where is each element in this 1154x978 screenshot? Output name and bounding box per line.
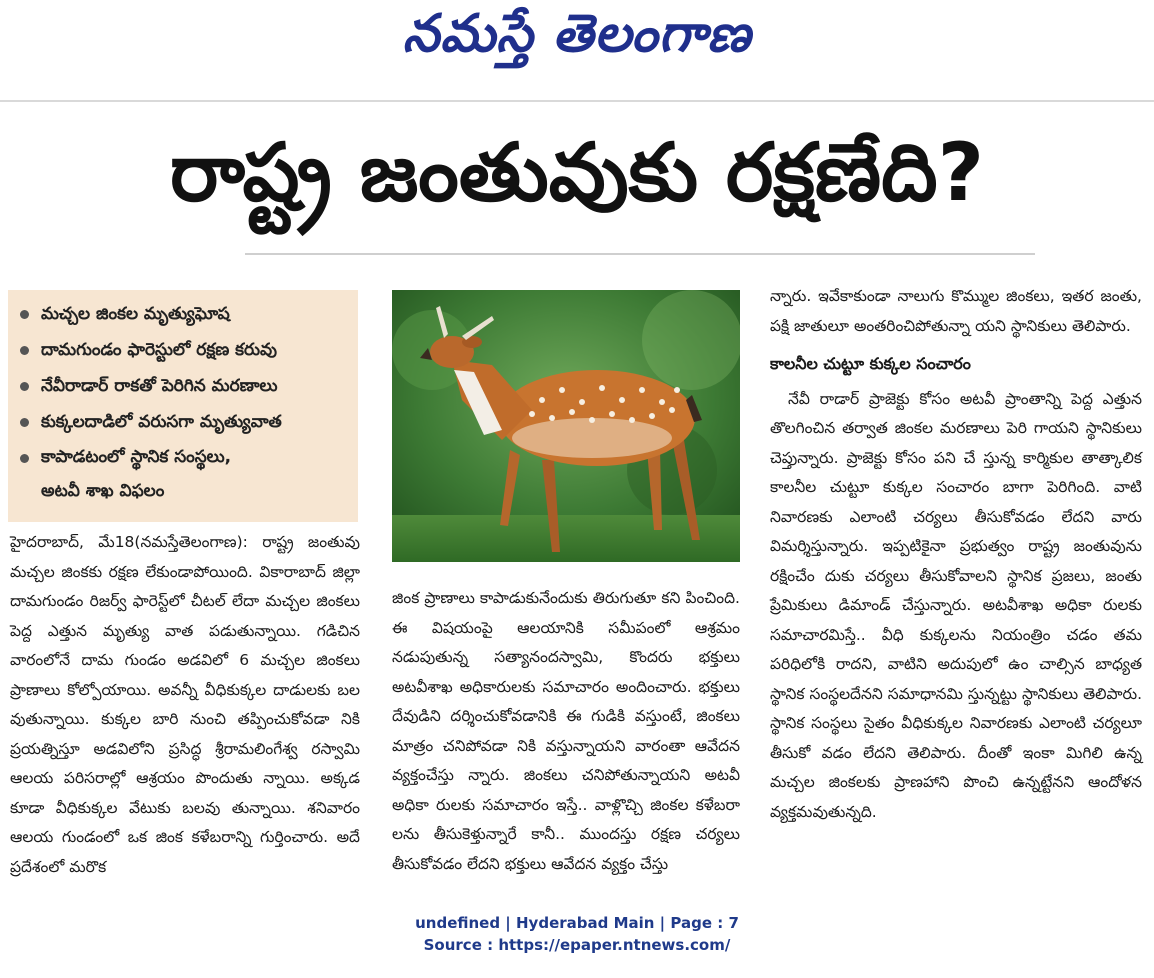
highlight-item: మచ్చల జింకల మృత్యుఘోష	[18, 296, 350, 332]
highlight-item: దామగుండం ఫారెస్టులో రక్షణ కరువు	[18, 332, 350, 368]
article-column-1	[10, 528, 360, 882]
article-paragraph: జింక ప్రాణాలు కాపాడుకునేందుకు తిరుగుతూ కని పించింది. ఈ విషయంపై ఆలయానికి సమీపంలో ఆశ్రమం నడుపుతున్న సత్యానందస్వామి, కొందరు భక్తులు అటవీశాఖ అధికారులకు సమాచారం అందించారు. భక్తులు దేవుడిని దర్శించుకోవడానికి ఈ గుడికి వస్తుంటే, జింకలు మాత్రం చనిపోవడా నికి వస్తున్నాయని వారంతా ఆవేదన వ్యక్తంచేస్తు న్నారు. జింకలు చనిపోతున్నాయని అటవీ అధికా రులకు సమాచారం ఇస్తే.. వాళ్లొచ్చి జింకల కళేబరా లను తీసుకెళ్తున్నారే కానీ.. ముందస్తు రక్షణ చర్యలు తీసుకోవడం లేదని భక్తులు ఆవేదన వ్యక్తం చేస్తు	[392, 589, 740, 873]
bullet-icon	[20, 346, 29, 355]
bullet-icon	[20, 454, 29, 463]
highlight-item: కాపాడటంలో స్థానిక సంస్థలు, అటవీ శాఖ విఫలం	[18, 440, 350, 508]
bullet-icon	[20, 382, 29, 391]
source-link[interactable]: Source : https://epaper.ntnews.com/	[423, 936, 731, 954]
article-paragraph: నేవీ రాడార్ ప్రాజెక్టు కోసం అటవీ ప్రాంతాన్ని పెద్ద ఎత్తున తొలగించిన తర్వాత జింకల మరణాలు పెరి గాయని స్థానికులు చెప్తున్నారు. ప్రాజెక్టు కోసం పని చే స్తున్న కార్మికుల తాత్కాలిక కాలనీల చుట్టూ కుక్కల సంచారం బాగా పెరిగింది. వాటి నివారణకు ఎలాంటి చర్యలు తీసుకోవడం లేదని వారు విమర్శిస్తున్నారు. ఇప్పటికైనా ప్రభుత్వం రాష్ట్ర జంతువును రక్షించేం దుకు చర్యలు తీసుకోవాలని స్థానిక ప్రజలు, జంతు ప్రేమికులు డిమాండ్ చేస్తున్నారు. అటవీశాఖ అధికా రులకు సమాచారమిస్తే.. వీధి కుక్కలను నియంత్రిం చడం తమ పరిధిలోకి రాదని, వాటిని అదుపులో ఉం చాల్సిన బాధ్యత స్థానిక సంస్థలదేనని సమాధానమి స్తున్నట్టు స్థానికులు తెలిపారు. స్థానిక సంస్థలు సైతం వీధికుక్కల నివారణకు ఎలాంటి చర్యలూ తీసుకో వడం లేదని తెలిపారు. దీంతో ఇంకా మిగిలి ఉన్న మచ్చల జింకలకు ప్రాణహాని పొంచి ఉన్నట్టేనని ఆందోళన వ్యక్తమవుతున్నది.	[770, 389, 1142, 821]
divider	[0, 100, 1154, 102]
deer-photo	[392, 290, 740, 562]
bullet-icon	[20, 310, 29, 319]
article-paragraph: న్నారు. ఇవేకాకుండా నాలుగు కొమ్ముల జింకలు, ఇతర జంతు, పక్షి జాతులూ అంతరించిపోతున్నా యని స్థానికులు తెలిపారు.	[770, 287, 1142, 335]
highlights-box	[8, 290, 358, 522]
bullet-icon	[20, 418, 29, 427]
divider	[245, 253, 1035, 255]
masthead	[0, 0, 1154, 80]
edition-info: undefined | Hyderabad Main | Page : 7	[415, 914, 739, 932]
article-column-2	[392, 584, 740, 879]
newspaper-logo: నమస్తే తెలంగాణ	[402, 4, 752, 64]
article-paragraph: హైదరాబాద్, మే18(నమస్తేతెలంగాణ): రాష్ట్ర జంతువు మచ్చల జింకకు రక్షణ లేకుండాపోయింది. వికారాబాద్ జిల్లా దామగుండం రిజర్వ్ ఫారెస్ట్‌లో చీటల్ లేదా మచ్చల జింకలు పెద్ద ఎత్తున మృత్యు వాత పడుతున్నాయి. గడిచిన వారంలోనే దామ గుండం అడవిలో 6 మచ్చల జింకలు ప్రాణాలు కోల్పోయాయి. అవన్నీ వీధికుక్కల దాడులకు బల వుతున్నాయి. కుక్కల బారి నుంచి తప్పించుకోవడా నికి ప్రయత్నిస్తూ అడవిలోని ప్రసిద్ధ శ్రీరామలింగేశ్వ రస్వామి ఆలయ పరిసరాల్లో ఆశ్రయం పొందుతు న్నాయి. అక్కడ కూడా వీధికుక్కల వేటుకు బలవు తున్నాయి. శనివారం ఆలయ గుండంలో ఒక జింక కళేబరాన్ని గుర్తించారు. అదే ప్రదేశంలో మరొక	[10, 533, 360, 876]
headline: రాష్ట్ర జంతువుకు రక్షణేది?	[169, 126, 985, 219]
article-subhead: కాలనీల చుట్టూ కుక్కల సంచారం	[770, 354, 971, 373]
highlight-item: నేవీరాడార్ రాకతో పెరిగిన మరణాలు	[18, 368, 350, 404]
spotted-deer-image	[392, 290, 740, 562]
highlight-item: కుక్కలదాడిలో వరుసగా మృత్యువాత	[18, 404, 350, 440]
page-footer	[0, 912, 1154, 956]
article-column-3	[770, 282, 1142, 827]
